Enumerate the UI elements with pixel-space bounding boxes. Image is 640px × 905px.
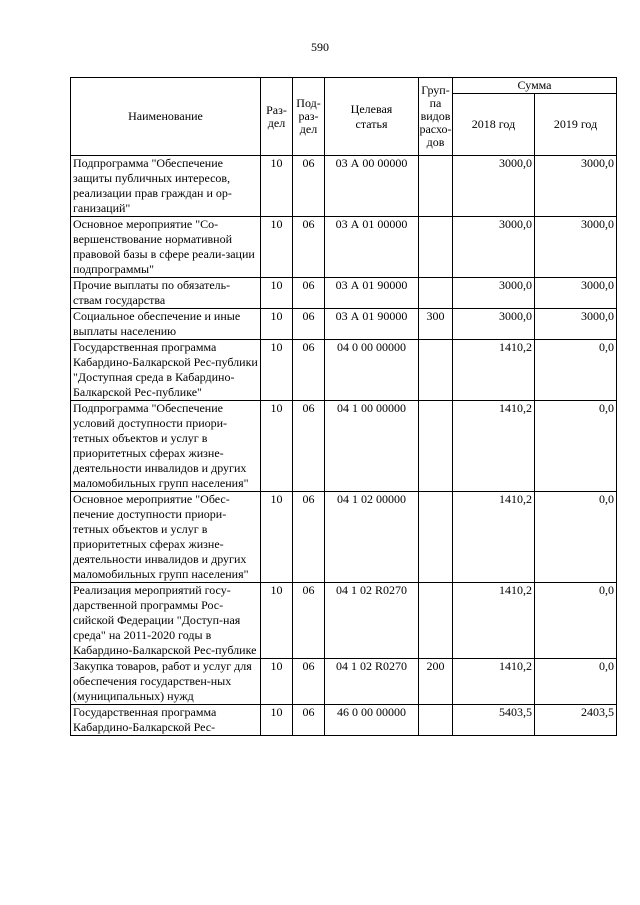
row-name: Закупка товаров, работ и услуг для обеспечения государствен-ных (муниципальных) нужд bbox=[71, 659, 261, 705]
row-target: 04 1 02 R0270 bbox=[325, 659, 419, 705]
row-section: 10 bbox=[261, 340, 293, 401]
row-group bbox=[419, 156, 453, 217]
row-target: 04 1 02 R0270 bbox=[325, 583, 419, 659]
row-amount-2019: 3000,0 bbox=[535, 309, 617, 340]
row-name: Государственная программа Кабардино-Балкарской Рес- bbox=[71, 705, 261, 736]
row-amount-2019: 0,0 bbox=[535, 340, 617, 401]
row-target: 03 А 01 90000 bbox=[325, 278, 419, 309]
row-subsection: 06 bbox=[293, 492, 325, 583]
header-sum: Сумма bbox=[453, 78, 617, 94]
row-subsection: 06 bbox=[293, 278, 325, 309]
table-row bbox=[71, 217, 617, 278]
row-amount-2018: 1410,2 bbox=[453, 492, 535, 583]
row-group bbox=[419, 492, 453, 583]
row-section: 10 bbox=[261, 309, 293, 340]
row-target: 04 1 02 00000 bbox=[325, 492, 419, 583]
row-section: 10 bbox=[261, 705, 293, 736]
row-name: Социальное обеспечение и иные выплаты населению bbox=[71, 309, 261, 340]
row-group bbox=[419, 583, 453, 659]
table-body bbox=[71, 156, 617, 736]
row-target: 03 А 00 00000 bbox=[325, 156, 419, 217]
header-group: Груп- па видов расхо- дов bbox=[419, 78, 453, 156]
row-amount-2019: 0,0 bbox=[535, 401, 617, 492]
row-amount-2018: 1410,2 bbox=[453, 583, 535, 659]
table-row bbox=[71, 340, 617, 401]
row-amount-2018: 3000,0 bbox=[453, 156, 535, 217]
row-group bbox=[419, 401, 453, 492]
header-year-2019: 2019 год bbox=[535, 94, 617, 156]
row-name: Государственная программа Кабардино-Балкарской Рес-публики "Доступная среда в Кабардино-Балкарской Рес-публике" bbox=[71, 340, 261, 401]
row-target: 03 А 01 00000 bbox=[325, 217, 419, 278]
row-section: 10 bbox=[261, 278, 293, 309]
row-section: 10 bbox=[261, 583, 293, 659]
row-name: Основное мероприятие "Со-вершенствование нормативной правовой базы в сфере реали-зации подпрограммы" bbox=[71, 217, 261, 278]
row-amount-2018: 3000,0 bbox=[453, 309, 535, 340]
row-section: 10 bbox=[261, 659, 293, 705]
row-target: 04 0 00 00000 bbox=[325, 340, 419, 401]
row-section: 10 bbox=[261, 217, 293, 278]
row-amount-2018: 3000,0 bbox=[453, 217, 535, 278]
row-amount-2019: 2403,5 bbox=[535, 705, 617, 736]
row-amount-2018: 3000,0 bbox=[453, 278, 535, 309]
row-amount-2018: 1410,2 bbox=[453, 401, 535, 492]
row-subsection: 06 bbox=[293, 583, 325, 659]
table-row bbox=[71, 492, 617, 583]
table-row bbox=[71, 156, 617, 217]
row-subsection: 06 bbox=[293, 705, 325, 736]
row-subsection: 06 bbox=[293, 217, 325, 278]
row-section: 10 bbox=[261, 156, 293, 217]
row-name: Подпрограмма "Обеспечение условий доступности приори-тетных объектов и услуг в приоритетных сферах жизне-деятельности инвалидов и других маломобильных групп населения" bbox=[71, 401, 261, 492]
budget-table bbox=[70, 77, 617, 736]
row-amount-2019: 3000,0 bbox=[535, 217, 617, 278]
page-number: 590 bbox=[311, 40, 329, 54]
row-group bbox=[419, 278, 453, 309]
row-subsection: 06 bbox=[293, 659, 325, 705]
row-amount-2019: 0,0 bbox=[535, 659, 617, 705]
table-row bbox=[71, 278, 617, 309]
row-amount-2018: 1410,2 bbox=[453, 659, 535, 705]
header-target: Целевая статья bbox=[325, 78, 419, 156]
row-amount-2019: 0,0 bbox=[535, 583, 617, 659]
row-subsection: 06 bbox=[293, 309, 325, 340]
row-subsection: 06 bbox=[293, 401, 325, 492]
row-subsection: 06 bbox=[293, 156, 325, 217]
row-name: Основное мероприятие "Обес-печение доступности приори-тетных объектов и услуг в приоритетных сферах жизне-деятельности инвалидов и других маломобильных групп населения" bbox=[71, 492, 261, 583]
table-row bbox=[71, 705, 617, 736]
table-row bbox=[71, 583, 617, 659]
row-group bbox=[419, 705, 453, 736]
row-group: 300 bbox=[419, 309, 453, 340]
row-amount-2018: 1410,2 bbox=[453, 340, 535, 401]
row-target: 03 А 01 90000 bbox=[325, 309, 419, 340]
row-subsection: 06 bbox=[293, 340, 325, 401]
header-section: Раз- дел bbox=[261, 78, 293, 156]
row-group bbox=[419, 340, 453, 401]
row-name: Прочие выплаты по обязатель-ствам государства bbox=[71, 278, 261, 309]
row-amount-2018: 5403,5 bbox=[453, 705, 535, 736]
table-row bbox=[71, 309, 617, 340]
table-row bbox=[71, 659, 617, 705]
row-target: 04 1 00 00000 bbox=[325, 401, 419, 492]
row-name: Реализация мероприятий госу-дарственной программы Рос-сийской Федерации "Доступ-ная среда" на 2011-2020 годы в Кабардино-Балкарской Рес-публике bbox=[71, 583, 261, 659]
row-group: 200 bbox=[419, 659, 453, 705]
row-name: Подпрограмма "Обеспечение защиты публичных интересов, реализации прав граждан и ор-ганизаций" bbox=[71, 156, 261, 217]
row-section: 10 bbox=[261, 401, 293, 492]
header-name: Наименование bbox=[71, 78, 261, 156]
row-section: 10 bbox=[261, 492, 293, 583]
row-amount-2019: 3000,0 bbox=[535, 278, 617, 309]
row-amount-2019: 3000,0 bbox=[535, 156, 617, 217]
row-target: 46 0 00 00000 bbox=[325, 705, 419, 736]
header-year-2018: 2018 год bbox=[453, 94, 535, 156]
header-subsection: Под- раз- дел bbox=[293, 78, 325, 156]
table-row bbox=[71, 401, 617, 492]
row-group bbox=[419, 217, 453, 278]
row-amount-2019: 0,0 bbox=[535, 492, 617, 583]
